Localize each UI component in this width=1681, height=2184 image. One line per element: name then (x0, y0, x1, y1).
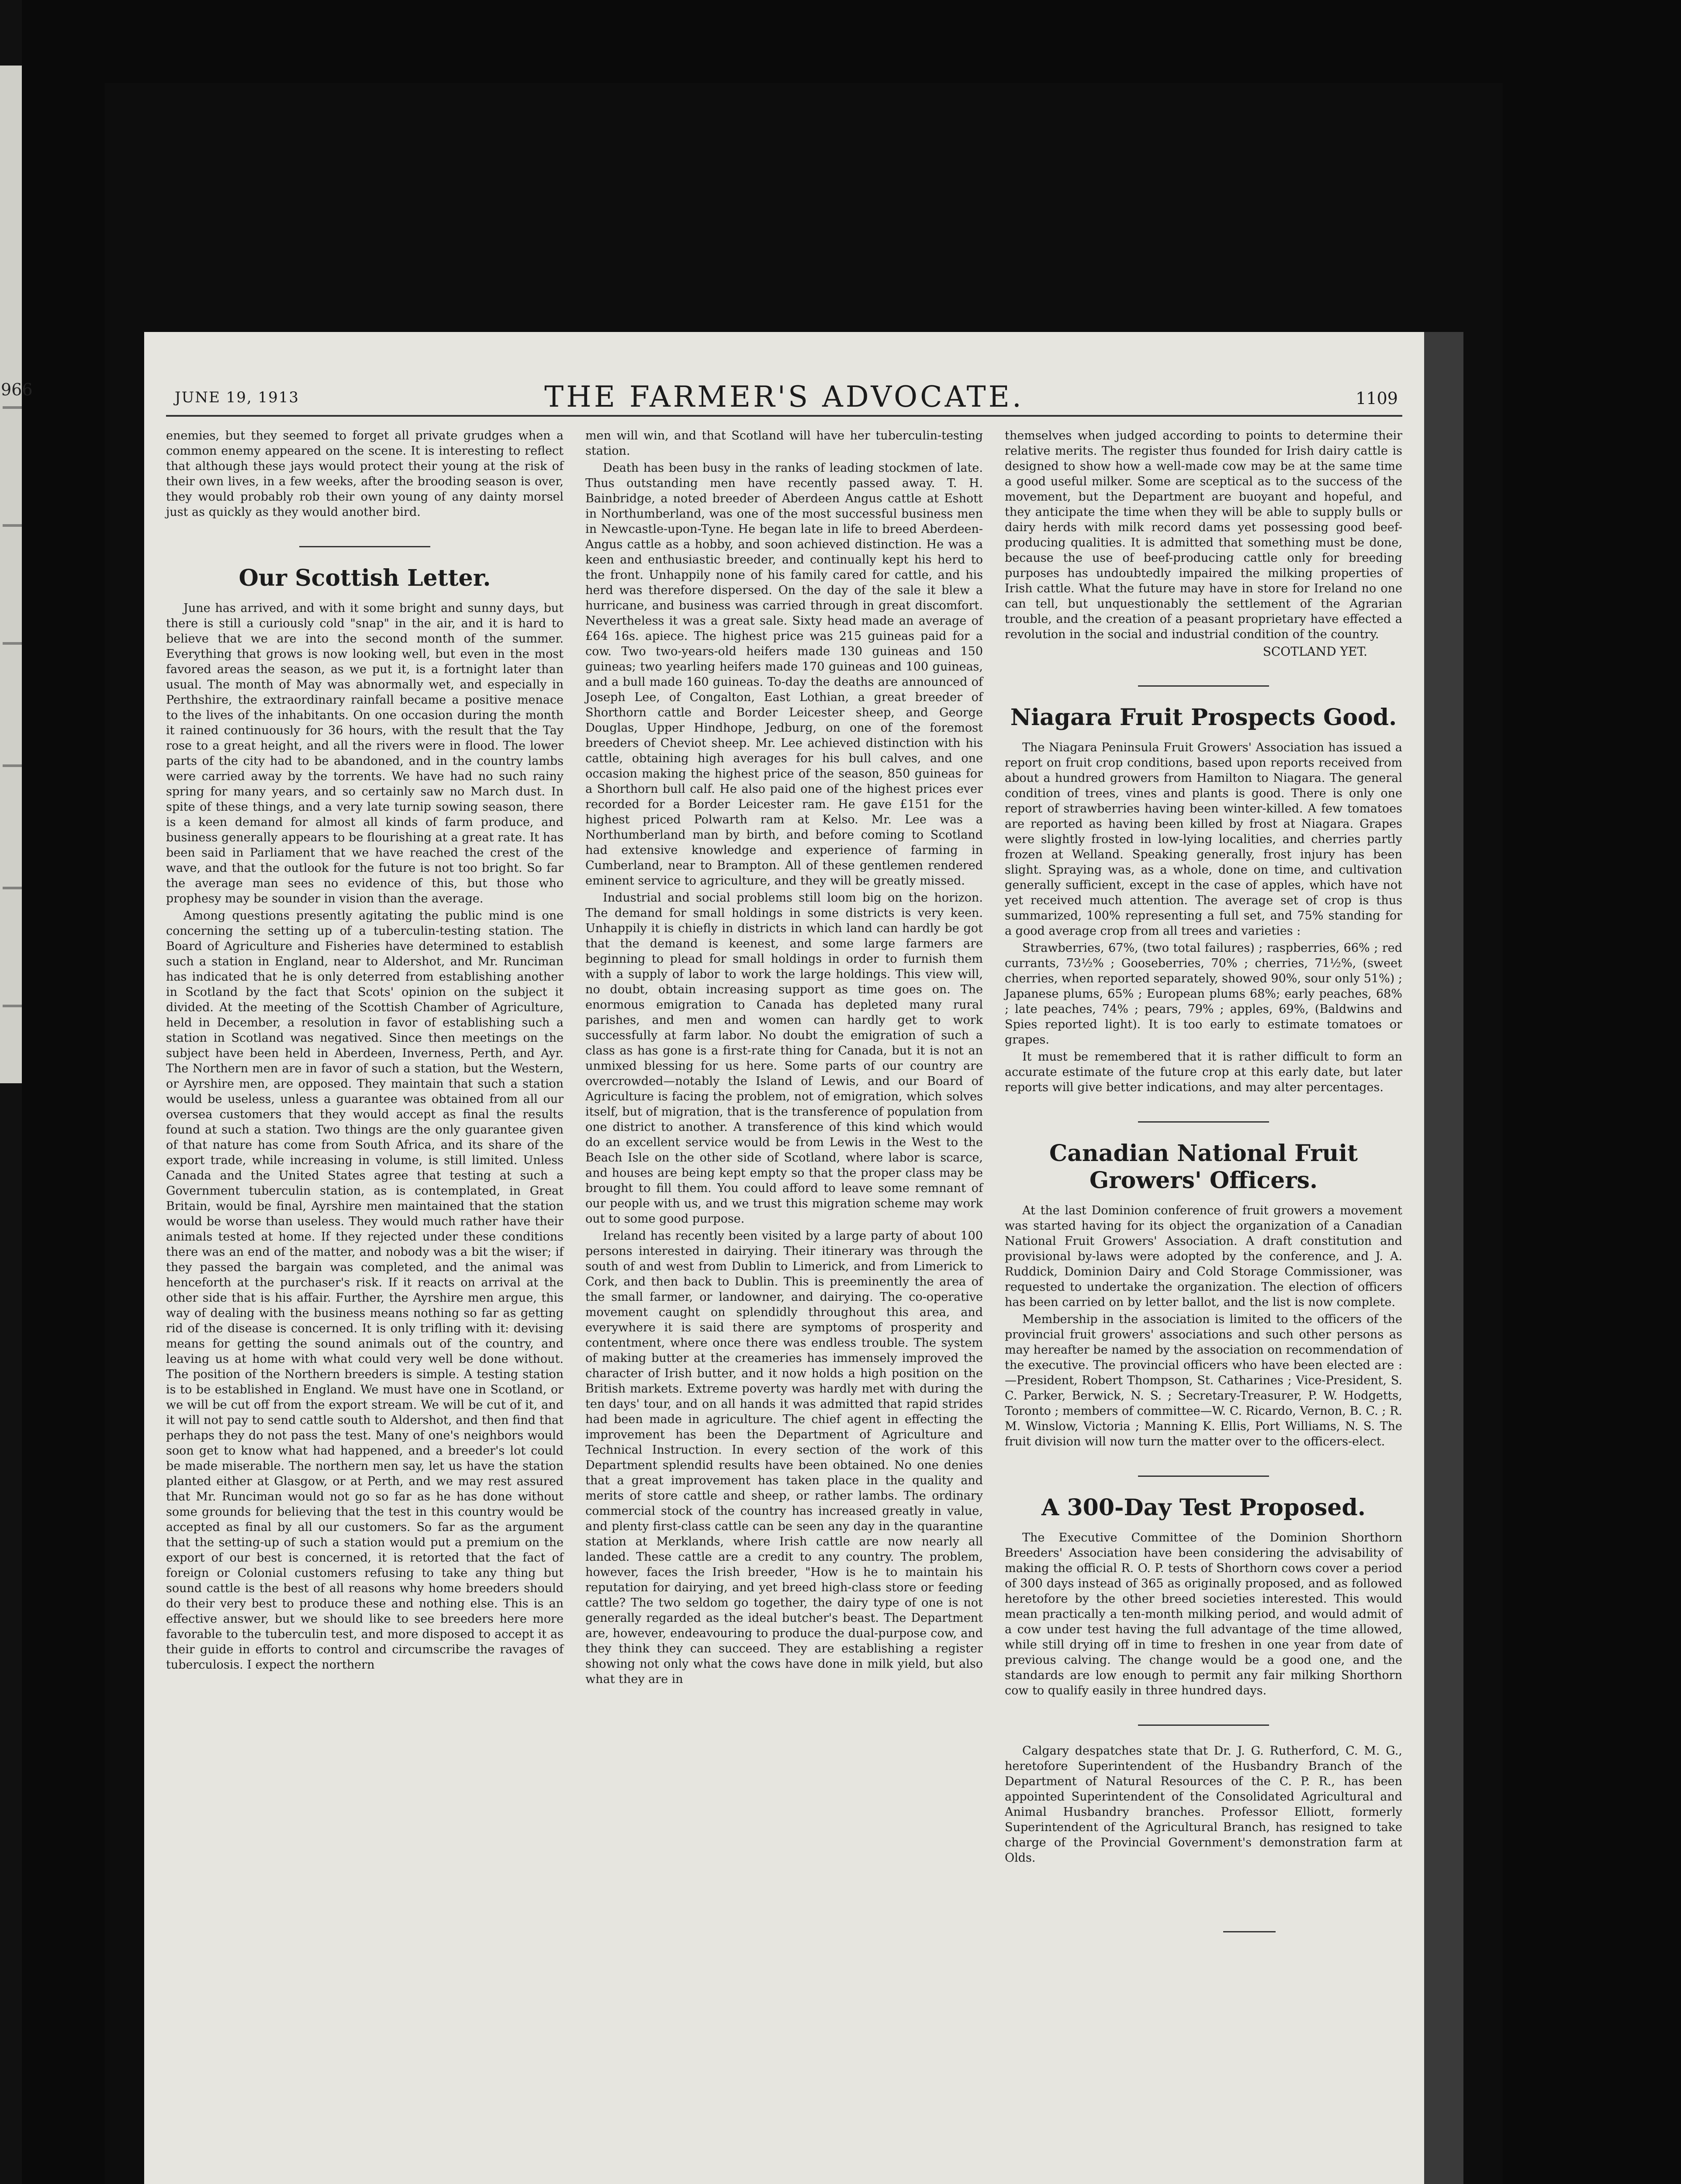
section-divider (1138, 1121, 1269, 1123)
previous-page-text-fragment (3, 524, 22, 527)
previous-page-text-fragment (3, 642, 22, 645)
article-columns (166, 428, 1402, 2184)
column-3 (1005, 428, 1402, 2184)
paragraph: Membership in the association is limited to the officers of the provincial fruit growers' associations and such other persons as may hereafter be named by the association on recommendation of the executive. The provincial officers who have been elected are :—President, Robert Thompson, St. Catharines ; Vice-President, S. C. Parker, Berwick, N. S. ; Secretary-Treasurer, P. W. Hodgetts, Toronto ; members of committee—W. C. Ricardo, Vernon, B. C. ; R. M. Winslow, Victoria ; Manning K. Ellis, Port Williams, N. S. The fruit division will now turn the matter over to the officers-elect. (1005, 1313, 1402, 1448)
section-divider (1138, 685, 1269, 687)
publication-title: THE FARMER'S ADVOCATE. (544, 380, 1024, 414)
previous-page-text-fragment (3, 764, 22, 767)
paragraph: men will win, and that Scotland will have her tuberculin-testing station. (585, 429, 983, 458)
article-heading-fruit-growers: Canadian National Fruit Growers' Officers. (1049, 1140, 1358, 1194)
section-divider (299, 546, 430, 547)
article-heading-niagara: Niagara Fruit Prospects Good. (1010, 704, 1397, 731)
paragraph: Among questions presently agitating the public mind is one concerning the setting up of a tuberculin-testing station. The Board of Agriculture and Fisheries have determined to establish such a station in England, near to Aldershot, and Mr. Runciman has indicated that he is only deterred from establishing another in Scotland by the fact that Scots' opinion on the subject it divided. At the meeting of the Scottish Chamber of Agriculture, held in December, a resolution in favor of establishing such a station in Scotland was negatived. Since then meetings on the subject have been held in Aberdeen, Inverness, Perth, and Ayr. The Northern men are in favor of such a station, but the Western, or Ayrshire men, are opposed. They maintain that such a station would be useless, unless a guarantee was obtained from all our oversea customers that they would accept as final the results found at such a station. Two things are the only guarantee given of that nature has come from South Africa, and its share of the export trade, while increasing in volume, is still limited. Unless Canada and the United States agree that testing at such a Government tuberculin station, as is contemplated, in Great Britain, would be final, Ayrshire men maintained that the station would be worse than useless. They would much rather have their animals tested at home. If they rejected under these conditions there was an end of the matter, and nobody was a bit the wiser; if they passed the bargain was completed, and the animal was henceforth at the purchaser's risk. If it reacts on arrival at the other side that is his affair. Further, the Ayrshire men argue, this way of dealing with the business means nothing so far as getting rid of the disease is concerned. It is only trifling with it: devising means for getting the sound animals out of the country, and leaving us at home with what could very well be done without. The position of the Northern breeders is simple. A testing station is to be established in England. We must have one in Scotland, or we will be cut off from the export stream. We will be cut of it, and it will not pay to send cattle south to Aldershot, and then find that perhaps they do not pass the test. Many of one's neighbors would soon get to know what had happened, and a breeder's lot could be made miserable. The northern men say, let us have the station planted either at Glasgow, or at Perth, and we may rest assured that Mr. Runciman would not go so far as he has done without some grounds for believing that the test in this country would be accepted as final by all our customers. So far as the argument that the setting-up of such a station would put a premium on the export of our best is concerned, it is retorted that the fact of foreign or Colonial customers refusing to take any thing but sound cattle is the best of all reasons why home breeders should do their very best to produce these and nothing else. This is an effective answer, but we should like to see breeders here more favorable to the tuberculin test, and more disposed to accept it as their guide in efforts to control and circumscribe the ravages of tuberculosis. I expect the northern (166, 909, 564, 1672)
paragraph: At the last Dominion conference of fruit growers a movement was started having for its object the organization of a Canadian National Fruit Growers' Association. A draft constitution and provisional by-laws were adopted by the conference, and J. A. Ruddick, Dominion Dairy and Cold Storage Commissioner, was requested to undertake the organization. The election of officers has been carried on by letter ballot, and the list is now complete. (1005, 1204, 1402, 1309)
newspaper-page (144, 332, 1463, 2184)
end-mark (1223, 1931, 1276, 1932)
paragraph: Calgary despatches state that Dr. J. G. Rutherford, C. M. G., heretofore Superintendent of the Husbandry Branch of the Department of Natural Resources of the C. P. R., has been appointed Superintendent of the Consolidated Agricultural and Animal Husbandry branches. Professor Elliott, formerly Superintendent of the Agricultural Branch, has resigned to take charge of the Provincial Government's demonstration farm at Olds. (1005, 1744, 1402, 1865)
article-heading-300-day-test: A 300-Day Test Proposed. (1041, 1494, 1366, 1521)
issue-date: JUNE 19, 1913 (175, 389, 300, 406)
paragraph: enemies, but they seemed to forget all private grudges when a common enemy appeared on the scene. It is interesting to reflect that although these jays would protect their young at the risk of their own lives, in a few weeks, after the brooding season is over, they would probably rob their own young of any dainty morsel just as quickly as they would another bird. (166, 429, 564, 519)
paragraph: Strawberries, 67%, (two total failures) ; raspberries, 66% ; red currants, 73½% ; Gooseberries, 70% ; cherries, 71½%, (sweet cherries, when reported separately, showed 90%, sour only 51%) ; Japanese plums, 65% ; European plums 68%; early peaches, 68% ; late peaches, 74% ; pears, 79% ; apples, 69%, (Baldwins and Spies reported light). It is too early to estimate tomatoes or grapes. (1005, 941, 1402, 1047)
column-2 (585, 428, 983, 2184)
paragraph: Ireland has recently been visited by a large party of about 100 persons interested in dairying. Their itinerary was through the south of and west from Dublin to Limerick, and from Limerick to Cork, and then back to Dublin. This is preeminently the area of the small farmer, or landowner, and dairying. The co-operative movement caught on splendidly throughout this area, and everywhere it is said there are symptoms of prosperity and contentment, where once there was endless trouble. The system of making butter at the creameries has immensely improved the character of Irish butter, and it now holds a high position on the British markets. Extreme poverty was hardly met with during the ten days' tour, and on all hands it was admitted that rapid strides had been made in agriculture. The chief agent in effecting the improvement has been the Department of Agriculture and Technical Instruction. In every section of the work of this Department splendid results have been obtained. No one denies that a great improvement has taken place in the quality and merits of store cattle and sheep, or rather lambs. The ordinary commercial stock of the country has increased greatly in value, and plenty first-class cattle can be seen any day in the quarantine station at Merklands, where Irish cattle are now nearly all landed. These cattle are a credit to any country. The problem, however, faces the Irish breeder, "How is he to maintain his reputation for dairying, and yet breed high-class store or feeding cattle? The two seldom go together, the dairy type of one is not generally regarded as the ideal butcher's beast. The Department are, however, endeavouring to produce the dual-purpose cow, and they think they can succeed. They are establishing a register showing not only what the cows have done in milk yield, but also what they are in (585, 1229, 983, 1686)
previous-page-fragment (0, 66, 33, 1083)
section-divider (1138, 1476, 1269, 1477)
page-number: 1109 (1356, 389, 1398, 408)
article-heading-scottish-letter: Our Scottish Letter. (239, 565, 491, 591)
section-divider (1138, 1724, 1269, 1726)
paragraph: Death has been busy in the ranks of leading stockmen of late. Thus outstanding men have recently passed away. T. H. Bainbridge, a noted breeder of Aberdeen Angus cattle at Eshott in Northumberland, was one of the most successful business men in Newcastle-upon-Tyne. He began late in life to breed Aberdeen-Angus cattle as a hobby, and soon achieved distinction. He was a keen and enthusiastic breeder, and continually kept his herd to the front. Unhappily none of his family cared for cattle, and his herd was therefore dispersed. On the day of the sale it blew a hurricane, and business was carried through in great discomfort. Nevertheless it was a great sale. Sixty head made an average of £64 16s. apiece. The highest price was 215 guineas paid for a cow. Two two-years-old heifers made 130 guineas and 150 guineas; two yearling heifers made 170 guineas and 100 guineas, and a bull made 160 guineas. To-day the deaths are announced of Joseph Lee, of Congalton, East Lothian, a great breeder of Shorthorn cattle and Border Leicester sheep, and George Douglas, Upper Hindhope, Jedburg, on one of the foremost breeders of Cheviot sheep. Mr. Lee achieved distinction with his cattle, obtaining high averages for his bull calves, and one occasion making the highest price of the season, 850 guineas for a Shorthorn bull calf. He also paid one of the highest prices ever recorded for a Border Leicester ram. He gave £151 for the highest priced Polwarth ram at Kelso. Mr. Lee was a Northumberland man by birth, and before coming to Scotland had extensive knowledge and experience of farming in Cumberland, near to Brampton. All of these gentlemen rendered eminent service to agriculture, and they will be greatly missed. (585, 461, 983, 888)
paragraph: themselves when judged according to points to determine their relative merits. The register thus founded for Irish dairy cattle is designed to show how a well-made cow may be at the same time a good useful milker. Some are sceptical as to the success of the movement, but the Department are buoyant and hopeful, and they anticipate the time when they will be able to supply bulls or dairy herds with milk record dams yet possessing good beef-producing qualities. It is admitted that something must be done, because the use of beef-producing cattle only for breeding purposes has undoubtedly impaired the milking properties of Irish cattle. What the future may have in store for Ireland no one can tell, but unquestionably the settlement of the Agrarian trouble, and the creation of a peasant proprietary have effected a revolution in the social and industrial condition of the country. (1005, 429, 1402, 641)
paragraph: The Executive Committee of the Dominion Shorthorn Breeders' Association have been considering the advisability of making the official R. O. P. tests of Shorthorn cows cover a period of 300 days instead of 365 as originally proposed, and as followed heretofore by the other breed societies interested. This would mean practically a ten-month milking period, and would admit of a cow under test having the full advantage of the time allowed, while still drying off in time to freshen in one year from date of previous calving. The change would be a good one, and the standards are low enough to permit any fair milking Shorthorn cow to qualify easily in three hundred days. (1005, 1531, 1402, 1697)
paragraph: June has arrived, and with it some bright and sunny days, but there is still a curiously cold "snap" in the air, and it is hard to believe that we are into the second month of the summer. Everything that grows is now looking well, but even in the most favored areas the season, as we put it, is a fortnight later than usual. The month of May was abnormally wet, and especially in Perthshire, the extraordinary rainfall became a positive menace to the lives of the inhabitants. On one occasion during the month it rained continuously for 36 hours, with the result that the Tay rose to a great height, and all the rivers were in flood. The lower parts of the city had to be abandoned, and in the country lambs were carried away by the torrents. We have had no such rainy spring for many years, and so certainly saw no March dust. In spite of these things, and a very late turnip sowing season, there is a keen demand for almost all kinds of farm produce, and business generally appears to be flourishing at a great rate. It has been said in Parliament that we have reached the crest of the wave, and that the outlook for the future is not too bright. So far the average man sees no evidence of this, but those who prophesy may be sounder in vision than the average. (166, 601, 564, 905)
paragraph: The Niagara Peninsula Fruit Growers' Association has issued a report on fruit crop conditions, based upon reports received from about a hundred growers from Hamilton to Niagara. The general condition of trees, vines and plants is good. There is only one report of strawberries having been winter-killed. A few tomatoes are reported as having been killed by frost at Niagara. Grapes were slightly frosted in low-lying localities, and cherries partly frozen at Welland. Speaking generally, frost injury has been slight. Spraying was, as a whole, done on time, and cultivation generally sufficient, except in the case of apples, which have not yet received much attention. The average set of crop is thus summarized, 100% representing a full set, and 75% standing for a good average crop from all trees and varieties : (1005, 741, 1402, 938)
paragraph: It must be remembered that it is rather difficult to form an accurate estimate of the future crop at this early date, but later reports will give better indications, and may alter percentages. (1005, 1050, 1402, 1094)
previous-page-text-fragment (3, 1005, 22, 1007)
page-header (166, 376, 1402, 417)
previous-page-text-fragment (3, 887, 22, 889)
column-1 (166, 428, 564, 2184)
previous-page-text-fragment (3, 406, 22, 409)
paragraph: Industrial and social problems still loom big on the horizon. The demand for small holdings in some districts is very keen. Unhappily it is chiefly in districts in which land can hardly be got that the demand is keenest, and some large farmers are beginning to plead for small holdings in order to furnish them with a supply of labor to work the large holdings. This view will, no doubt, obtain increasing support as time goes on. The enormous emigration to Canada has depleted many rural parishes, and men and women can hardly get to work successfully at farm labor. No doubt the emigration of such a class as has gone is a first-rate thing for Canada, but it is not an unmixed blessing for us here. Some parts of our country are overcrowded—notably the Island of Lewis, and our Board of Agriculture is facing the problem, not of emigration, which solves itself, but of migration, that is the transference of population from one district to another. A transference of this kind which would do an excellent service would be from Lewis in the West to the Beach Isle on the other side of Scotland, where labor is scarce, and houses are being kept empty so that the proper class may be brought to fill them. You could afford to leave some remnant of our people with us, and we trust this migration scheme may work out to some good purpose. (585, 891, 983, 1226)
article-signature: SCOTLAND YET. (1262, 644, 1367, 659)
previous-page-number: 966 (1, 380, 33, 399)
